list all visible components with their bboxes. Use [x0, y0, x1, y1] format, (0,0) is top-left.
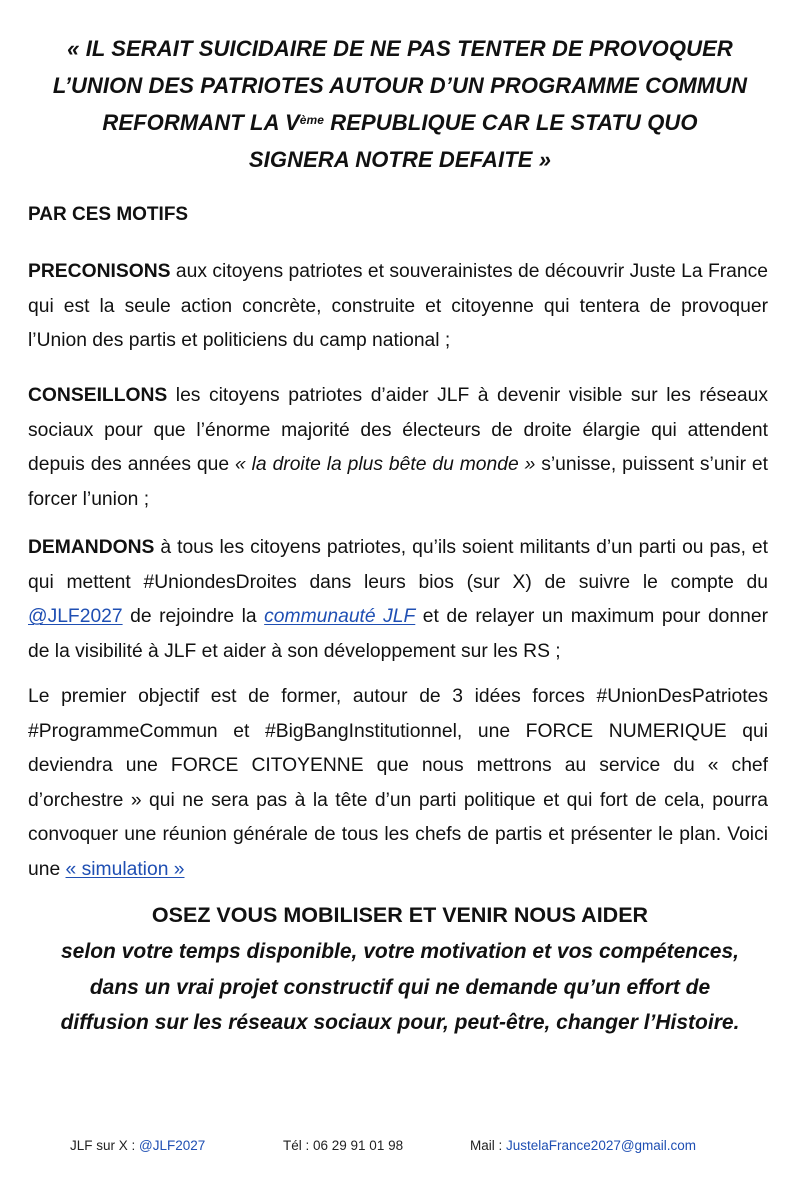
call-to-action-line-1: selon votre temps disponible, votre motivation et vos compétences, [61, 940, 739, 963]
headline-line-3-post: REPUBLIQUE CAR LE STATU QUO [324, 110, 698, 135]
section-heading-motifs: PAR CES MOTIFS [28, 204, 189, 225]
paragraph-text: à tous les citoyens patriotes, qu’ils soient militants d’un parti ou pas, et qui mettent #UniondesDroites dans leurs bios (sur X) de suivre le compte du [28, 537, 768, 593]
headline-line-3-pre: REFORMANT LA V [102, 110, 300, 135]
paragraph-demandons [28, 531, 768, 669]
headline-superscript: ème [299, 113, 325, 127]
headline [40, 30, 760, 178]
call-to-action-line-2: dans un vrai projet constructif qui ne demande qu’un effort de [89, 975, 711, 999]
footer-x-label: JLF sur X : [70, 1138, 140, 1153]
footer-mail-label: Mail : [470, 1138, 507, 1153]
paragraph-lead-preconisons: PRECONISONS [28, 261, 171, 282]
paragraph-preconisons [28, 255, 768, 359]
headline-line-3 [40, 104, 760, 141]
paragraph-text: et de relayer un maximum pour donner de la visibilité à JLF et aider à son développement sur les RS ; [28, 606, 768, 662]
paragraph-text: de rejoindre la [122, 606, 265, 627]
footer-x-handle-link[interactable]: @JLF2027 [139, 1138, 206, 1153]
footer-phone: Tél : 06 29 91 01 98 [283, 1138, 404, 1153]
call-to-action-title: OSEZ VOUS MOBILISER ET VENIR NOUS AIDER [151, 903, 649, 927]
paragraph-conseillons [28, 379, 768, 517]
paragraph-quote: « la droite la plus bête du monde » [235, 454, 536, 475]
headline-line-2: L’UNION DES PATRIOTES AUTOUR D’UN PROGRAMME COMMUN [52, 73, 748, 98]
footer-x-account [70, 1137, 205, 1155]
call-to-action-body [40, 934, 760, 1041]
link-jlf2027[interactable]: @JLF2027 [28, 606, 123, 627]
paragraph-text: aux citoyens patriotes et souverainistes de découvrir Juste La France qui est la seule action concrète, construite et citoyenne qui tentera de provoquer l’Union des partis et politiciens du camp national ; [28, 261, 768, 351]
footer-mail-link[interactable]: JustelaFrance2027@gmail.com [506, 1138, 697, 1153]
paragraph-lead-conseillons: CONSEILLONS [28, 385, 168, 406]
paragraph-text: les citoyens patriotes d’aider JLF à devenir visible sur les réseaux sociaux pour que l’énorme majorité des électeurs de droite élargie qui attendent depuis des années que [28, 385, 768, 475]
headline-line-4: SIGNERA NOTRE DEFAITE » [248, 147, 552, 172]
paragraph-lead-demandons: DEMANDONS [28, 537, 155, 558]
paragraph-objectif [28, 680, 768, 887]
footer-mail [470, 1137, 696, 1155]
call-to-action-line-3: diffusion sur les réseaux sociaux pour, peut-être, changer l’Histoire. [60, 1011, 740, 1034]
paragraph-text: Le premier objectif est de former, autour de 3 idées forces #UnionDesPatriotes #ProgrammeCommun et #BigBangInstitutionnel, une FORCE NUMERIQUE qui deviendra une FORCE CITOYENNE que nous mettrons au service du « chef d’orchestre » qui ne sera pas à la tête d’un parti politique et qui fort de cela, pourra convoquer une réunion générale de tous les chefs de partis et présenter le plan. Voici une [28, 686, 768, 880]
link-simulation[interactable]: « simulation » [65, 858, 185, 880]
paragraph-text: s’unisse, puissent s’unir et forcer l’union ; [28, 454, 768, 510]
headline-line-1: « IL SERAIT SUICIDAIRE DE NE PAS TENTER DE PROVOQUER [67, 36, 733, 61]
link-communaute-jlf[interactable]: communauté JLF [264, 606, 416, 627]
